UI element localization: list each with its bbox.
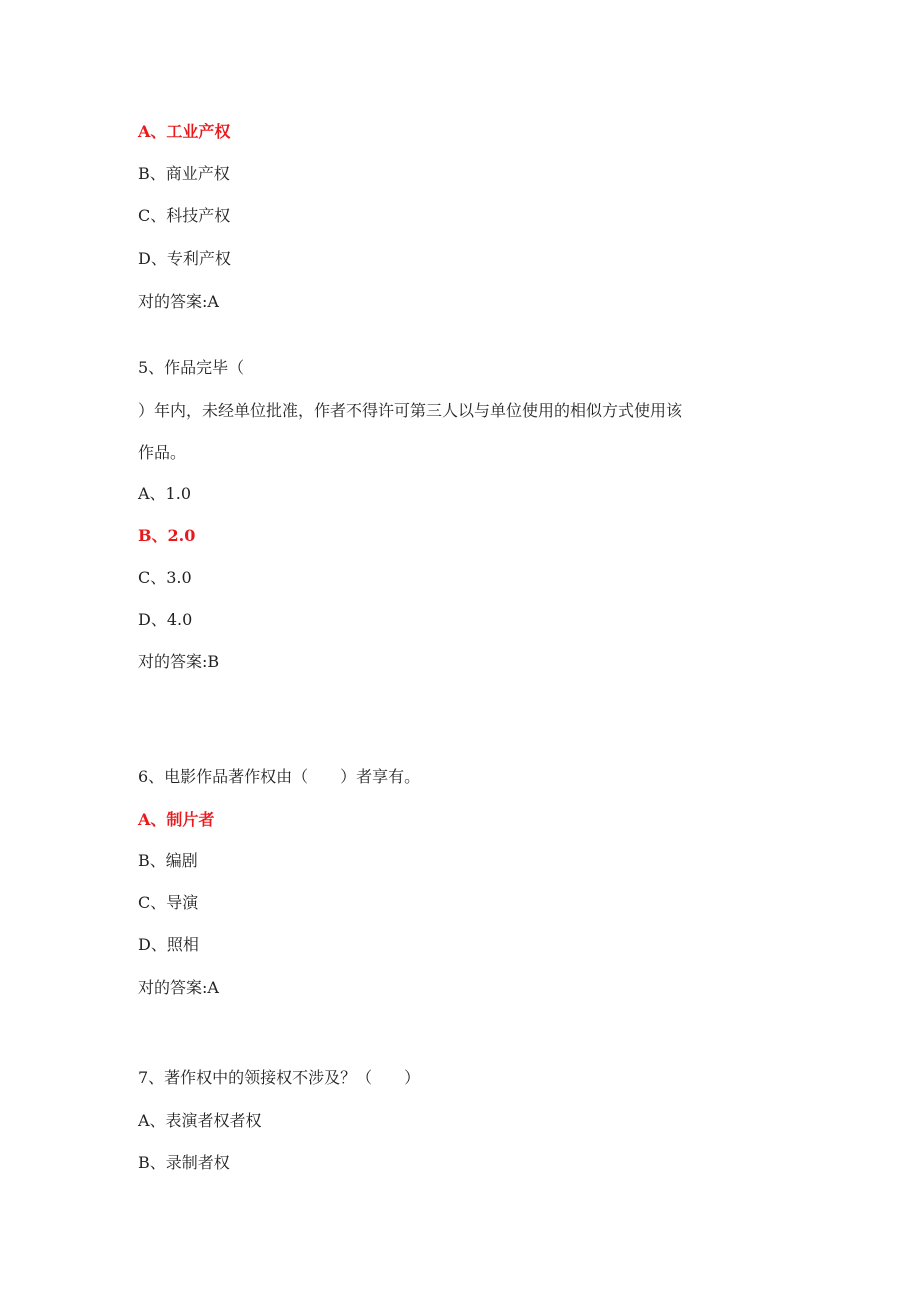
q4-option-a: A、工业产权 bbox=[138, 122, 231, 141]
q5-option-c: C、3.0 bbox=[138, 568, 192, 587]
q6-option-a: A、制片者 bbox=[138, 810, 215, 829]
q5-option-a: A、1.0 bbox=[138, 484, 192, 503]
q6-option-c: C、导演 bbox=[138, 893, 199, 912]
q6-answer: 对的答案:A bbox=[138, 978, 219, 997]
q5-option-d: D、4.0 bbox=[138, 610, 193, 629]
q6-stem: 6、电影作品著作权由（ ）者享有。 bbox=[138, 767, 421, 786]
q5-stem-line-1: 5、作品完毕（ bbox=[138, 358, 245, 377]
q5-stem-line-2: ）年内，未经单位批准，作者不得许可第三人以与单位使用的相似方式使用该 bbox=[138, 401, 683, 420]
q7-stem: 7、著作权中的领接权不涉及？（ ） bbox=[138, 1068, 421, 1087]
q6-option-b: B、编剧 bbox=[138, 851, 198, 870]
q5-option-b: B、2.0 bbox=[138, 526, 196, 545]
q6-option-d: D、照相 bbox=[138, 935, 199, 954]
q7-option-b: B、录制者权 bbox=[138, 1153, 230, 1172]
q4-option-b: B、商业产权 bbox=[138, 164, 230, 183]
q4-answer: 对的答案:A bbox=[138, 292, 219, 311]
q4-option-c: C、科技产权 bbox=[138, 206, 231, 225]
q4-option-d: D、专利产权 bbox=[138, 249, 231, 268]
q5-stem-line-3: 作品。 bbox=[138, 443, 187, 462]
q5-answer: 对的答案:B bbox=[138, 652, 220, 671]
q7-option-a: A、表演者权者权 bbox=[138, 1111, 262, 1130]
